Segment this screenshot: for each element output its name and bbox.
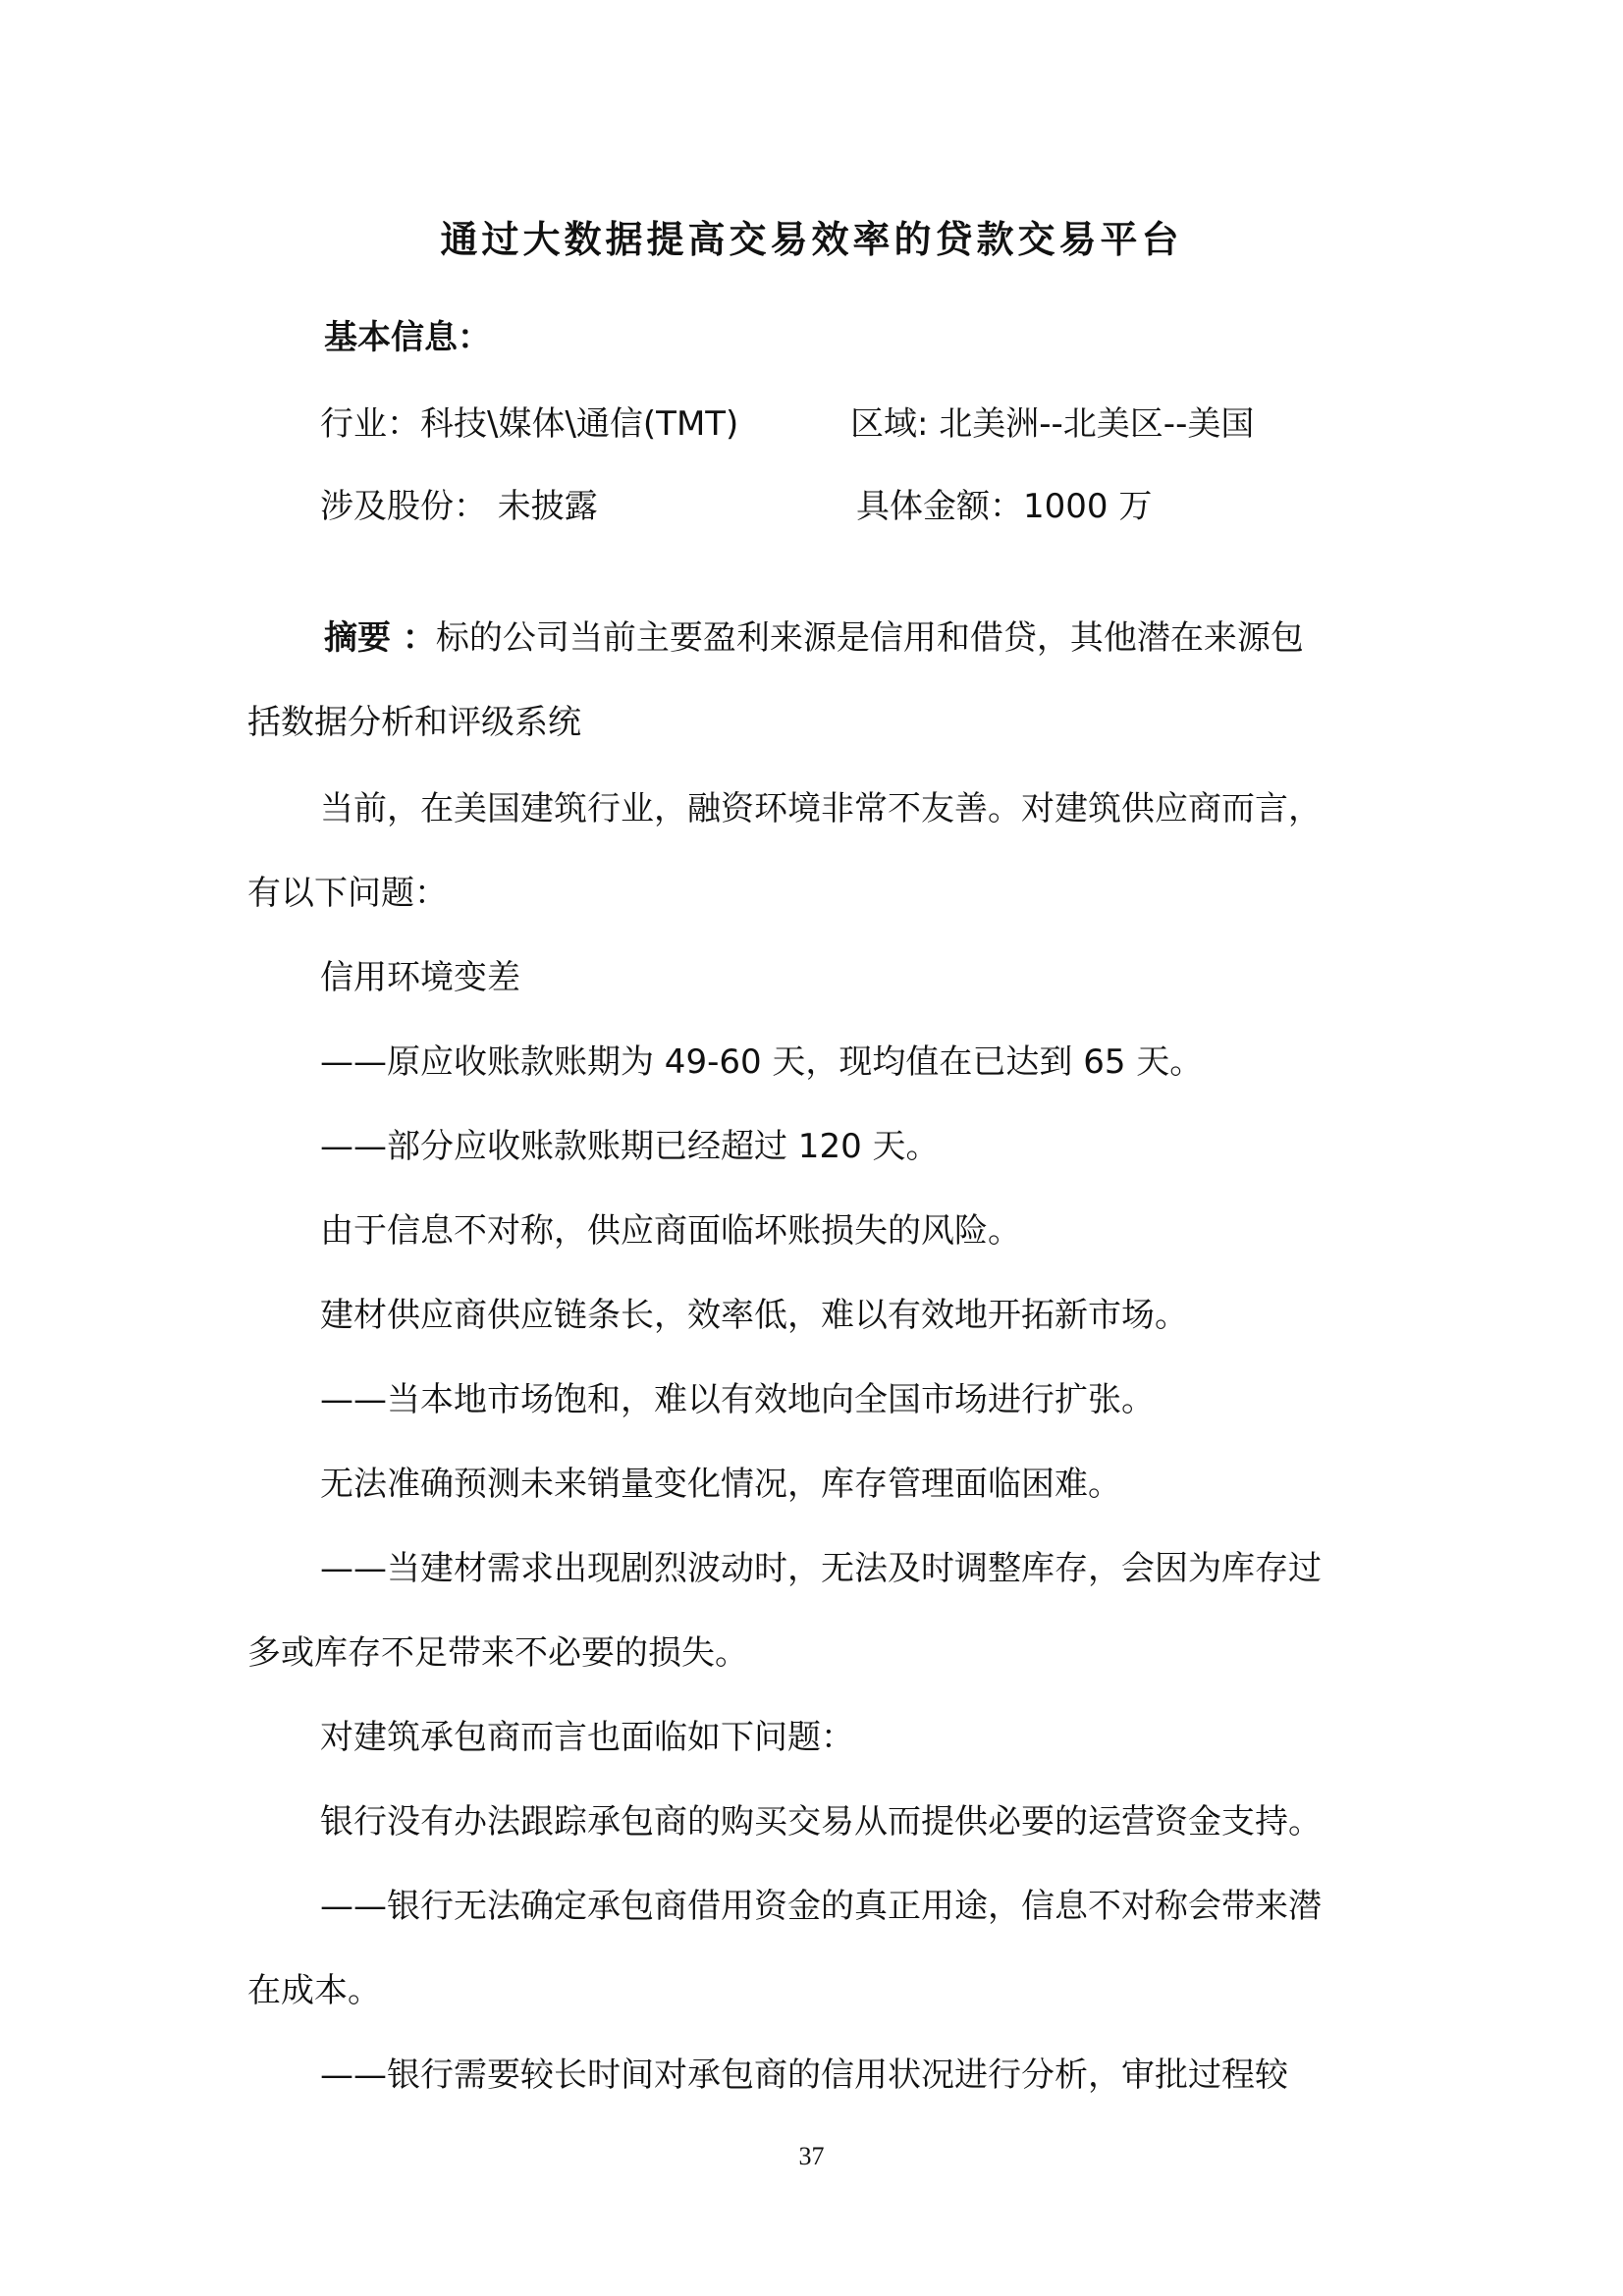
shares-field: 涉及股份： 未披露 [320,487,598,526]
paragraph-line: 当前，在美国建筑行业，融资环境非常不友善。对建筑供应商而言， [320,789,1322,828]
paragraph-line: ——当本地市场饱和，难以有效地向全国市场进行扩张。 [320,1380,1155,1419]
paragraph-line: ——部分应收账款账期已经超过 120 天。 [320,1127,940,1166]
summary-text: 标的公司当前主要盈利来源是信用和借贷，其他潜在来源包 [435,618,1304,658]
paragraph-line: 对建筑承包商而言也面临如下问题： [320,1718,854,1757]
paragraph-line: 有以下问题： [247,874,448,913]
document-title: 通过大数据提高交易效率的贷款交易平台 [440,218,1183,261]
summary-label: 摘要 ： [324,618,436,658]
paragraph-line: ——银行无法确定承包商借用资金的真正用途，信息不对称会带来潜 [320,1887,1322,1926]
region-field: 区域: 北美洲--北美区--美国 [850,404,1255,444]
basic-info-heading: 基本信息： [324,318,491,357]
amount-field: 具体金额：1000 万 [856,487,1153,526]
summary-paragraph-line-2: 括数据分析和评级系统 [247,703,581,742]
paragraph-line: 由于信息不对称，供应商面临坏账损失的风险。 [320,1211,1021,1251]
paragraph-line: 建材供应商供应链条长，效率低，难以有效地开拓新市场。 [320,1296,1188,1335]
page-number: 37 [798,2142,825,2170]
paragraph-line: 在成本。 [247,1971,381,2010]
paragraph-line: 无法准确预测未来销量变化情况，库存管理面临困难。 [320,1465,1121,1504]
paragraph-line: 银行没有办法跟踪承包商的购买交易从而提供必要的运营资金支持。 [320,1802,1322,1842]
paragraph-line: ——当建材需求出现剧烈波动时，无法及时调整库存，会因为库存过 [320,1549,1322,1588]
summary-paragraph-line-1 [324,614,1304,662]
paragraph-line: 信用环境变差 [320,958,520,997]
paragraph-line: ——原应收账款账期为 49-60 天，现均值在已达到 65 天。 [320,1042,1204,1082]
industry-field: 行业：科技\媒体\通信(TMT) [320,404,739,444]
paragraph-line: 多或库存不足带来不必要的损失。 [247,1633,748,1673]
paragraph-line: ——银行需要较长时间对承包商的信用状况进行分析，审批过程较 [320,2056,1288,2095]
